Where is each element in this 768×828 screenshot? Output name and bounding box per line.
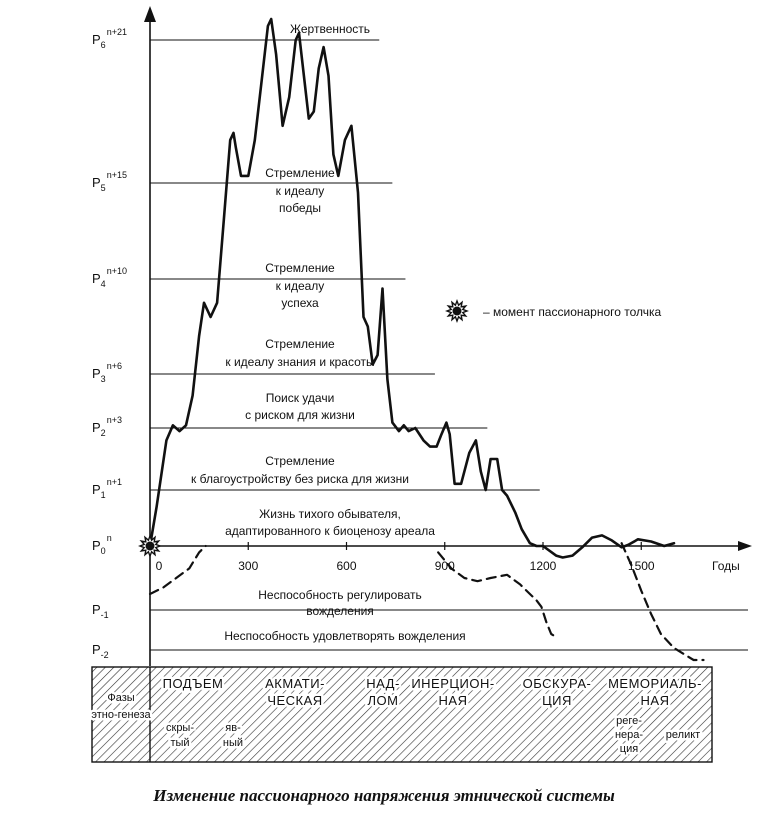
phase-0-sub-0-0: скры- <box>166 722 194 734</box>
level-label-3-0: Стремление <box>265 337 335 351</box>
phase-row-label-1: этно-генеза <box>91 709 151 721</box>
level-label-0-1: адаптированного к биоценозу ареала <box>225 524 435 538</box>
x-axis-label: Годы <box>712 559 740 573</box>
level-label-5-0: Стремление <box>265 166 335 180</box>
level-label-4-2: успеха <box>281 296 319 310</box>
phase-5-label-1: НАЯ <box>640 693 670 708</box>
legend-burst-icon-core <box>453 307 462 316</box>
phase-3-label-0: ИНЕРЦИОН- <box>411 676 495 691</box>
level-label-5-1: к идеалу <box>275 184 325 198</box>
level-symbol-0: $P_0^n$ <box>92 533 112 556</box>
level-symbol--1: $P_{-1}$ <box>92 602 109 620</box>
level-label-2-1: с риском для жизни <box>245 408 355 422</box>
level-symbol-2: $P_2^{n+3}$ <box>92 415 122 438</box>
phase-5-sub-0-2: ция <box>619 743 639 755</box>
series-curve-0 <box>150 19 543 546</box>
figure-caption: Изменение пассионарного напряжения этнической системы <box>153 786 615 805</box>
axes <box>144 6 752 666</box>
x-tick-label-600: 600 <box>336 559 357 573</box>
x-tick-label-1500: 1500 <box>627 559 655 573</box>
level-symbol-5: $P_5^{n+15}$ <box>92 170 127 193</box>
level-label-6-0: Жертвенность <box>289 22 371 36</box>
phase-1-label-1: ЧЕСКАЯ <box>267 693 323 708</box>
level-label--1-0: Неспособность регулировать <box>258 588 422 602</box>
level-label--2-0: Неспособность удовлетворять вожделения <box>224 629 466 643</box>
level-label-4-1: к идеалу <box>275 279 325 293</box>
phase-0-label-0: ПОДЪЕМ <box>162 676 224 691</box>
level-symbol-6: $P_6^{n+21}$ <box>92 27 127 50</box>
level-symbol-4: $P_4^{n+10}$ <box>92 266 127 289</box>
legend-burst-icon <box>447 301 467 321</box>
x-tick-label-900: 900 <box>434 559 455 573</box>
y-axis-arrow <box>144 6 156 22</box>
phase-5-sub-1-0: реликт <box>665 729 701 741</box>
level-label-3-1: к идеалу знания и красоты <box>225 355 375 369</box>
phase-0-sub-0-1: тый <box>170 737 190 749</box>
phase-5-label-0: МЕМОРИАЛЬ- <box>608 676 702 691</box>
level-label-1-1: к благоустройству без риска для жизни <box>191 472 409 486</box>
phase-4-label-0: ОБСКУРА- <box>522 676 592 691</box>
x-tick-label-0: 0 <box>155 559 163 573</box>
series-curves <box>140 19 704 660</box>
x-tick-label-1200: 1200 <box>529 559 557 573</box>
phase-1-label-0: АКМАТИ- <box>265 676 325 691</box>
level-label-0-0: Жизнь тихого обывателя, <box>259 507 401 521</box>
impulse-marker-icon-core <box>146 542 155 551</box>
x-tick-label-300: 300 <box>238 559 259 573</box>
impulse-marker-icon <box>140 536 160 556</box>
phase-5-sub-0-1: нера- <box>614 729 644 741</box>
legend-text: – момент пассионарного толчка <box>483 305 662 319</box>
phase-3-label-1: НАЯ <box>438 693 468 708</box>
phase-0-sub-1-0: яв- <box>225 722 241 734</box>
legend <box>447 301 662 321</box>
x-axis-arrow <box>738 541 752 551</box>
phase-2-label-0: НАД- <box>366 676 400 691</box>
level-label-1-0: Стремление <box>265 454 335 468</box>
level-label--1-1: вожделения <box>306 604 374 618</box>
level-symbol-1: $P_1^{n+1}$ <box>92 477 122 500</box>
phase-5-sub-0-0: реге- <box>616 715 642 727</box>
phase-0-sub-1-1: ный <box>222 737 244 749</box>
level-label-5-2: победы <box>279 201 321 215</box>
level-symbol-3: $P_3^{n+6}$ <box>92 361 122 384</box>
level-label-2-0: Поиск удачи <box>265 391 335 405</box>
phase-row-label-0: Фазы <box>107 692 135 704</box>
phase-2-label-1: ЛОМ <box>367 693 399 708</box>
phase-table <box>91 667 712 762</box>
level-label-4-0: Стремление <box>265 261 335 275</box>
level-symbol--2: $P_{-2}$ <box>92 642 109 660</box>
phase-4-label-1: ЦИЯ <box>542 693 572 708</box>
